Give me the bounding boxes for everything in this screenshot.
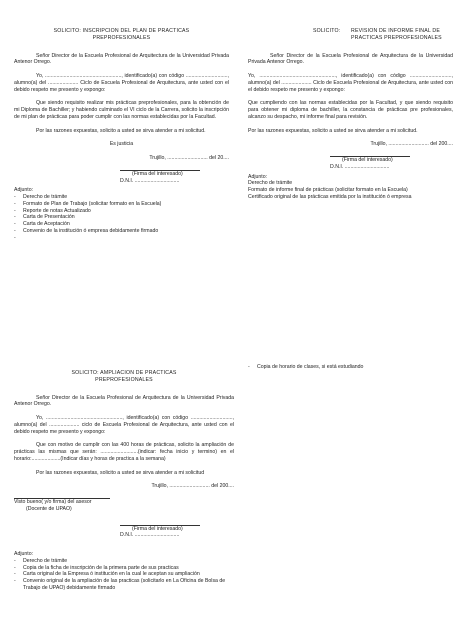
closing-paragraph: Por las razones expuestas, solicito a usted se sirva atender a mi solicitud.	[36, 127, 206, 134]
list-item: - Copia de horario de clases, si está estudiando	[248, 364, 453, 371]
signature-label: (Firma del interesado)	[342, 157, 393, 163]
list-item: - Copia de la ficha de inscripción de la primera parte de sus practicas	[14, 565, 234, 572]
adjunto-list	[14, 194, 229, 235]
body-paragraph: Que con motivo de cumplir con las 400 horas de prácticas, solicito la ampliación de prácticas las mismas que serán: ..........................(indicar: fecha inicio y termino) en el horario:....................(Indicar días y horas de practica a la semana)	[14, 442, 234, 462]
form-title	[14, 370, 234, 384]
form-inscripcion	[14, 28, 229, 235]
list-item: - Carta de Aceptación	[14, 221, 229, 228]
adjunto-list	[248, 180, 453, 200]
form-ampliacion	[14, 370, 234, 592]
title-line-1: SOLICITO: INSCRIPCION DEL PLAN DE PRACTICAS	[53, 28, 190, 34]
justicia-text: Es justicia	[109, 141, 134, 148]
list-item: Certificado original de las prácticas emitida por la institución ó empresa	[248, 193, 412, 200]
asesor-block	[14, 498, 234, 513]
title-line-1: SOLICITO: AMPLIACION DE PRACTICAS	[71, 370, 177, 376]
list-item: - Reporte de notas Actualizado	[14, 208, 229, 215]
date-line: Trujillo, ............................ del 200....	[370, 141, 453, 148]
salutation: Señor Director de la Escuela Profesional de Arquitectura de la Universidad Privada Antenor Orrego.	[14, 52, 229, 66]
adjunto-label: Adjunto:	[248, 173, 268, 180]
date-line: Trujillo, ............................ del 20....	[149, 155, 229, 161]
form-title	[248, 28, 453, 42]
form-continuation	[248, 364, 453, 371]
signature-block	[248, 156, 453, 171]
dni-line: D.N.I. ...............................	[330, 163, 390, 170]
form-title	[14, 28, 229, 42]
closing-paragraph: Por las razones expuestas, solicito a usted se sirva atender a mi solicitud.	[248, 127, 418, 134]
list-item: - Derecho de trámite	[14, 194, 229, 201]
list-item: - Convenio de la institución ó empresa debidamente firmado	[14, 228, 229, 235]
salutation: Señor Director de la Escuela Profesional de Arquitectura de la Universidad Privada Antenor Orrego.	[14, 394, 234, 408]
list-item: - Convenio original de la ampliación de las practicas (solicitarlo en La Oficina de Bolsa de Trabajo de UPAO) debidamente firmado	[14, 578, 234, 592]
signature-label: (Firma del interesado)	[132, 525, 183, 532]
intro-paragraph: Yo, ....................................................., identificado(a) con código ............................., alumno(a) del ..................... Ciclo de Escuela Profesional de Arquitectura, ante usted con el debido respeto me presento y expongo:	[14, 73, 229, 93]
continuation-list	[248, 364, 453, 371]
salutation: Señor Director de la Escuela Profesional de Arquitectura de la Universidad Privada Antenor Orrego.	[248, 52, 453, 66]
intro-paragraph: Yo, ....................................................., identificado(a) con código ............................., alumno(a) del ..................... ciclo de Escuela Profesional de Arquitectura, ante usted con el debido respeto me presento y expongo:	[14, 415, 234, 435]
title-solicito: SOLICITO:	[313, 28, 341, 34]
adjunto-label: Adjunto:	[14, 551, 34, 557]
title-line-2: PRACTICAS PREPROFESIONALES	[351, 34, 442, 41]
closing-paragraph: Por las razones expuestas, solicito a usted se sirva atender a mi solicitud	[36, 469, 205, 476]
dni-line: D.N.I. ...............................	[120, 177, 180, 184]
body-paragraph: Que siendo requisito realizar mis prácticas preprofesionales, para la obtención de mi Diploma de Bachiller; y habiendo culminado el VI ciclo de la Carrera, solicito la inscripción de mi plan de prácticas para poder cumplir con las normas establecidas por la Facultad.	[14, 100, 229, 120]
adjunto-label: Adjunto:	[14, 187, 34, 194]
title-line-2: PREPROFESIONALES	[92, 34, 151, 41]
body-paragraph: Que cumpliendo con las normas establecidas por la Facultad, y que siendo requisito para obtener mi diploma de bachiller, la constancia de prácticas pre profesionales, alcanzo su despacho, mi informe final para revisión.	[248, 100, 453, 120]
list-item: - Derecho de trámite	[14, 558, 234, 565]
form-revision	[248, 28, 453, 201]
date-line: Trujillo, ............................ del 200....	[151, 483, 234, 490]
title-line-2: PREPROFESIONALES	[95, 376, 153, 383]
list-item: - Formato de Plan de Trabajo (solicitar formato en la Escuela)	[14, 201, 229, 208]
dni-line: D.N.I. ...............................	[120, 532, 180, 539]
list-item: - Carta original de la Empresa ó institución en la cual le aceptan su ampliación	[14, 571, 234, 578]
list-item: Formato de informe final de prácticas (solicitar formato en la Escuela)	[248, 187, 408, 193]
asesor-sublabel: (Docente de UPAO)	[26, 505, 72, 512]
signature-block	[14, 525, 234, 540]
list-item: Derecho de trámite	[248, 180, 293, 187]
asesor-label: Visto bueno( y/o firma) del asesor	[14, 499, 92, 505]
list-item: - Carta de Presentación	[14, 214, 229, 221]
signature-block	[14, 170, 229, 185]
intro-paragraph: Yo, ....................................................., identificado(a) con código ............................., alumno(a) del ..................... Ciclo de Escuela Profesional de Arquitectura, ante usted con el debido respeto me presento y expongo:	[248, 73, 453, 93]
adjunto-list	[14, 558, 234, 592]
signature-label: (Firma del interesado)	[132, 170, 183, 177]
title-line-1: REVISION DE INFORME FINAL DE	[351, 28, 440, 34]
